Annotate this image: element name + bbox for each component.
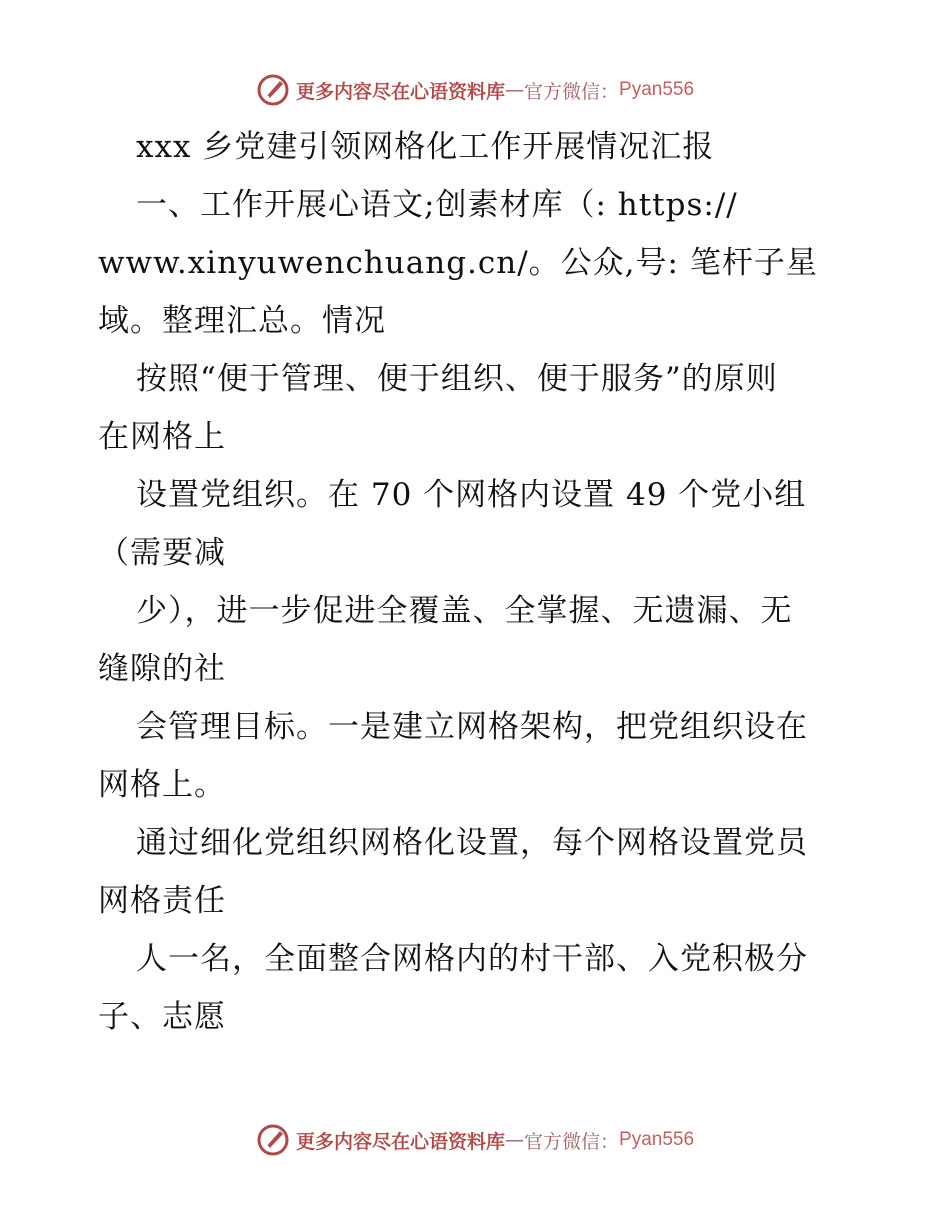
doc-line: 设置党组织。在 70 个网格内设置 49 个党小组 (136, 477, 807, 513)
doc-title: xxx 乡党建引领网格化工作开展情况汇报 (136, 129, 715, 165)
doc-line: 子、志愿 (98, 999, 226, 1035)
banner-dash: — (504, 1129, 524, 1151)
doc-line: 网格责任 (98, 883, 226, 919)
doc-line: （需要减 (98, 535, 226, 571)
banner-colon: ： (600, 1130, 620, 1153)
banner-dash: — (504, 79, 524, 101)
doc-line: 按照“便于管理、便于组织、便于服务”的原则 (136, 361, 778, 397)
doc-line: 一、工作开展心语文;创素材库（: https:// (136, 187, 738, 223)
banner-wechat-handle: Pyan556 (619, 79, 695, 100)
banner-main-text: 更多内容尽在心语资料库 (295, 80, 505, 103)
doc-line: 少），进一步促进全覆盖、全掌握、无遗漏、无 (136, 593, 793, 629)
banner-main-text: 更多内容尽在心语资料库 (295, 1130, 505, 1153)
doc-line: 在网格上 (98, 419, 226, 455)
doc-line: 通过细化党组织网格化设置，每个网格设置党员 (136, 825, 808, 861)
doc-line: www.xinyuwenchuang.cn/。公众,号: 笔杆子星 (98, 245, 818, 281)
document-body (98, 118, 858, 1046)
banner-wechat-label: 官方微信 (523, 1130, 600, 1153)
quill-seal-icon (256, 73, 290, 107)
doc-line: 人一名，全面整合网格内的村干部、入党积极分 (136, 941, 808, 977)
doc-line: 会管理目标。一是建立网格架构，把党组织设在 (136, 709, 808, 745)
banner-wechat-handle: Pyan556 (619, 1129, 695, 1150)
doc-line: 网格上。 (98, 767, 226, 803)
doc-line: 域。整理汇总。情况 (98, 303, 386, 339)
footer-watermark-banner (0, 1120, 950, 1160)
banner-wechat-label: 官方微信 (523, 80, 600, 103)
quill-seal-icon (256, 1123, 290, 1157)
header-watermark-banner (0, 70, 950, 110)
doc-line: 缝隙的社 (98, 651, 226, 687)
banner-colon: ： (600, 80, 620, 103)
